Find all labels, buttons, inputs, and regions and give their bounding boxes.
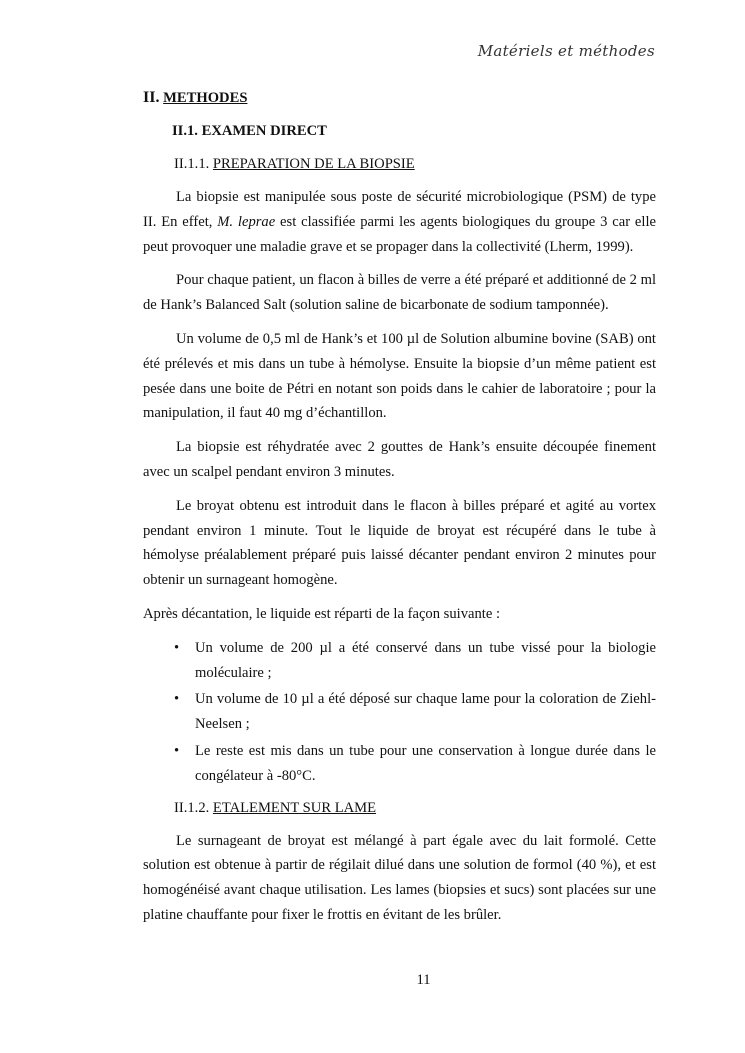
section-number: II. [143, 89, 160, 106]
subsubsection-title-1: PREPARATION DE LA BIOPSIE [212, 156, 415, 172]
list-item-text: Le reste est mis dans un tube pour une conservation à longue durée dans le congélateur à -80°C. [195, 742, 656, 784]
list-item [143, 739, 656, 789]
paragraph-7: Le surnageant de broyat est mélangé à part égale avec du lait formolé. Cette solution est obtenue à partir de régilait dilué dans une solution de formol (40 %), et est homogénéisé avant chaque utilisation. Les lames (biopsies et sucs) sont placées sur une platine chauffante pour fixer le frottis en évitant de les brûler. [143, 832, 656, 923]
running-header: Matériels et méthodes [477, 42, 655, 60]
species-name: M. leprae [217, 213, 276, 230]
paragraph-3: Un volume de 0,5 ml de Hank’s et 100 µl de Solution albumine bovine (SAB) ont été prélevés et mis dans un tube à hémolyse. Ensuite la biopsie d’un même patient est pesée dans une boite de Pétri en notant son poids dans le cahier de laboratoire ; pour la manipulation, il faut 40 mg d’échantillon. [143, 330, 656, 422]
paragraph-1 [143, 185, 656, 259]
subsubsection-heading-1 [174, 152, 656, 176]
paragraph-1-text-a: La biopsie est manipulée sous poste de sécurité microbiologique (PSM) de type II. En effet, [143, 189, 656, 230]
subsubsection-heading-2 [174, 796, 656, 820]
paragraph-6: Après décantation, le liquide est réparti de la façon suivante : [143, 605, 501, 622]
page-content [143, 86, 656, 928]
list-item-text: Un volume de 10 µl a été déposé sur chaque lame pour la coloration de Ziehl-Neelsen ; [195, 691, 656, 733]
paragraph-4: La biopsie est réhydratée avec 2 gouttes de Hank’s ensuite découpée finement avec un scalpel pendant environ 3 minutes. [143, 439, 656, 480]
paragraph-1-text-b: est classifiée parmi les agents biologiques du groupe 3 car elle peut provoquer une maladie grave et se propager dans la collectivité (Lherm, 1999). [143, 213, 656, 255]
bullet-icon: • [174, 691, 180, 708]
subsubsection-title-2: ETALEMENT SUR LAME [212, 799, 377, 816]
bullet-icon: • [174, 639, 180, 656]
subsubsection-number-1: II.1.1. [174, 156, 210, 172]
paragraph-2: Pour chaque patient, un flacon à billes de verre a été préparé et additionné de 2 ml de Hank’s Balanced Salt (solution saline de bicarbonate de sodium tamponnée). [143, 272, 656, 314]
list-item-text: Un volume de 200 µl a été conservé dans un tube vissé pour la biologie moléculaire ; [195, 639, 656, 681]
page-number: 11 [416, 972, 431, 988]
list-item [143, 687, 656, 737]
section-heading [143, 86, 656, 110]
paragraph-5: Le broyat obtenu est introduit dans le flacon à billes préparé et agité au vortex pendant environ 1 minute. Tout le liquide de broyat est récupéré dans le tube à hémolyse préalablement préparé puis laissé décanter pendant environ 2 minutes pour obtenir un surnageant homogène. [143, 497, 656, 589]
bullet-list [143, 636, 656, 789]
list-item [143, 636, 656, 686]
bullet-icon: • [174, 742, 180, 759]
section-title: METHODES [163, 90, 248, 106]
subsection-heading: II.1. EXAMEN DIRECT [172, 123, 327, 139]
subsubsection-number-2: II.1.2. [174, 799, 210, 816]
